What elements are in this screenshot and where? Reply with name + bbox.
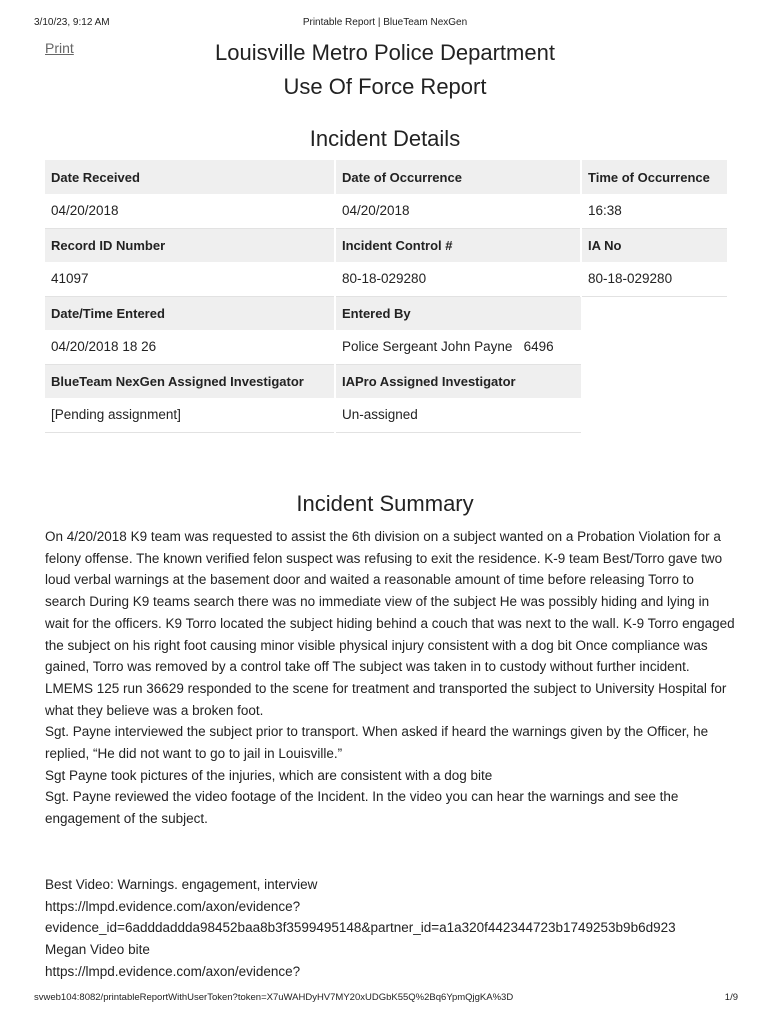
- entered-by-value: Police Sergeant John Payne 6496: [335, 330, 581, 364]
- incident-summary-heading: Incident Summary: [296, 491, 474, 516]
- summary-paragraph: Sgt Payne took pictures of the injuries, which are consistent with a dog bite: [45, 767, 493, 783]
- summary-paragraph: On 4/20/2018 K9 team was requested to assist the 6th division on a subject wanted on a Probation Violation for a felony offense. The known verified felon suspect was refusing to exit the residence. K-9 team Best/Torro gave two loud verbal warnings at the basement door and waited a reasonable amount of time before releasing Torro to search During K9 teams search there was no immediate view of the subject He was possibly hiding and lying in wait for the officers. K9 Torro located the subject hiding behind a couch that was next to the wall. K-9 Torro engaged the subject on his right foot causing minor visible physical injury consistent with a dog bit Once compliance was gained, Torro was removed by a control take off The subject was taken in to custody without further incident. LMEMS 125 run 36629 responded to the scene for treatment and transported the subject to University Hospital for what they believe was a broken foot.: [45, 529, 735, 718]
- empty-cell: [581, 398, 727, 432]
- department-name: Louisville Metro Police Department: [215, 40, 555, 65]
- summary-paragraph: Sgt. Payne interviewed the subject prior to transport. When asked if heard the warnings given by the Officer, he replied, “He did not want to go to jail in Louisville.”: [45, 724, 709, 762]
- video-url-params: evidence_id=6adddaddda98452baa8b3f3599495148&partner_id=a1a320f442344723b1749253b9b6d923: [45, 920, 676, 936]
- incident-details-table: [45, 160, 727, 433]
- video-caption: Megan Video bite: [45, 942, 150, 958]
- table-row: [45, 262, 727, 296]
- iapro-investigator-value: Un-assigned: [335, 398, 581, 432]
- video-url: https://lmpd.evidence.com/axon/evidence?: [45, 963, 301, 979]
- record-id-value: 41097: [45, 262, 335, 296]
- table-row: [45, 330, 727, 364]
- blueteam-investigator-label: BlueTeam NexGen Assigned Investigator: [45, 364, 335, 398]
- table-row: [45, 228, 727, 262]
- video-url: https://lmpd.evidence.com/axon/evidence?: [45, 898, 301, 914]
- empty-cell: [581, 296, 727, 330]
- date-received-label: Date Received: [45, 160, 335, 194]
- print-datetime: 3/10/23, 9:12 AM: [34, 17, 110, 28]
- table-row: [45, 398, 727, 432]
- incident-control-label: Incident Control #: [335, 228, 581, 262]
- empty-cell: [581, 330, 727, 364]
- video-caption: Best Video: Warnings. engagement, interview: [45, 877, 318, 892]
- print-link[interactable]: Print: [45, 40, 74, 56]
- entered-by-label: Entered By: [335, 296, 581, 330]
- time-of-occurrence-value: 16:38: [581, 194, 727, 228]
- table-row: [45, 296, 727, 330]
- record-id-label: Record ID Number: [45, 228, 335, 262]
- print-url: svweb104:8082/printableReportWithUserToken?token=X7uWAHDyHV7MY20xUDGbK55Q%2Bq6YpmQjgKA%3D: [34, 992, 514, 1003]
- report-title: [0, 36, 770, 104]
- report-type: Use Of Force Report: [283, 74, 487, 99]
- incident-summary-text: [45, 526, 735, 830]
- empty-cell: [581, 364, 727, 398]
- date-received-value: 04/20/2018: [45, 194, 335, 228]
- date-of-occurrence-value: 04/20/2018: [335, 194, 581, 228]
- summary-paragraph: Sgt. Payne reviewed the video footage of the Incident. In the video you can hear the warnings and see the engagement of the subject.: [45, 789, 679, 827]
- page-number: 1/9: [724, 992, 738, 1003]
- date-of-occurrence-label: Date of Occurrence: [335, 160, 581, 194]
- incident-details-heading: Incident Details: [309, 126, 461, 151]
- incident-control-value: 80-18-029280: [335, 262, 581, 296]
- date-time-entered-label: Date/Time Entered: [45, 296, 335, 330]
- blueteam-investigator-value: [Pending assignment]: [45, 398, 335, 432]
- table-row: [45, 364, 727, 398]
- print-page-title: Printable Report | BlueTeam NexGen: [302, 17, 468, 28]
- time-of-occurrence-label: Time of Occurrence: [581, 160, 727, 194]
- table-row: [45, 160, 727, 194]
- table-row: [45, 194, 727, 228]
- ia-no-value: 80-18-029280: [581, 262, 727, 296]
- ia-no-label: IA No: [581, 228, 727, 262]
- iapro-investigator-label: IAPro Assigned Investigator: [335, 364, 581, 398]
- video-links: [45, 874, 745, 983]
- date-time-entered-value: 04/20/2018 18 26: [45, 330, 335, 364]
